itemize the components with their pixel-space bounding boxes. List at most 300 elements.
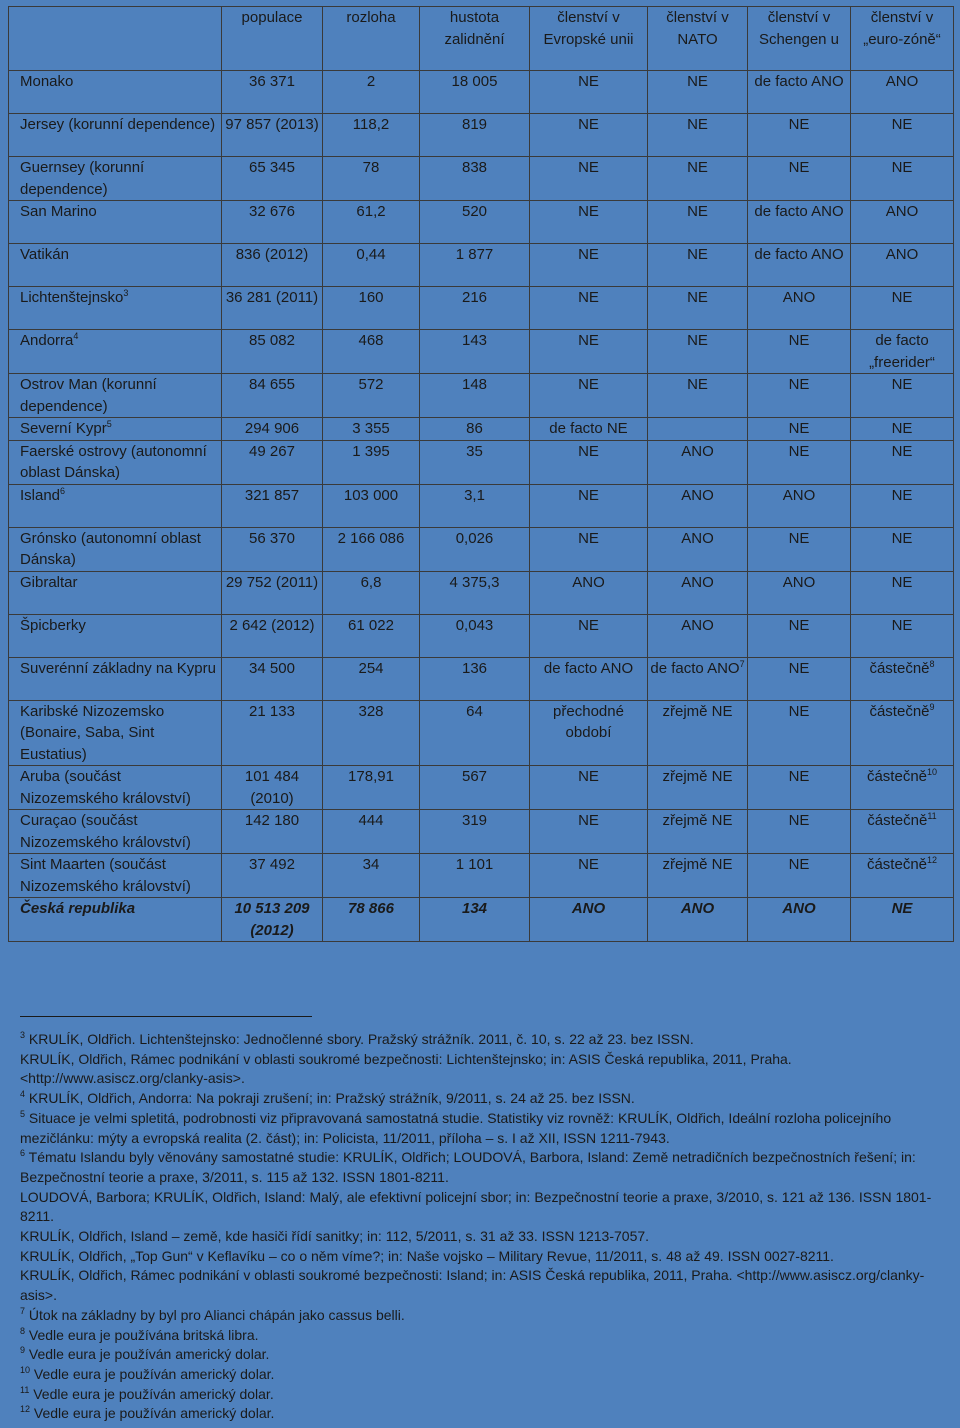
footnote bbox=[20, 1365, 950, 1385]
cell-value: ANO bbox=[782, 486, 816, 504]
table-row bbox=[9, 527, 954, 571]
footnote-text: Vedle eura je používán americký dolar. bbox=[33, 1405, 275, 1422]
cell-value: 520 bbox=[461, 203, 488, 220]
cell-value: 6,8 bbox=[360, 573, 382, 591]
row-name: Špicberky bbox=[20, 616, 86, 634]
table-cell bbox=[420, 571, 530, 614]
footnote-ref: 11 bbox=[927, 811, 937, 821]
table-cell bbox=[851, 374, 954, 418]
footnote-number: 5 bbox=[20, 1108, 26, 1119]
footnote bbox=[20, 1247, 950, 1267]
table-cell bbox=[420, 330, 530, 374]
footnote-text: Situace je velmi spletitá, podrobnosti viz připravovaná samostatná studie. Statistiky viz rovněž: KRULÍK, Oldřich, Ideální rozloha policejního mezičlánku: mýty a evropská realita (2. část); in: Policista, 11/2011, příloha – s. I až XII, ISSN 1211-7943. bbox=[20, 1109, 892, 1146]
table-cell bbox=[648, 157, 748, 201]
cell-value: 160 bbox=[358, 289, 384, 306]
cell-value: de facto ANO bbox=[754, 203, 844, 220]
table-cell bbox=[323, 657, 420, 700]
table-cell bbox=[748, 614, 851, 657]
cell-value: 85 082 bbox=[249, 332, 295, 349]
footnote bbox=[20, 1030, 950, 1050]
row-name: Guernsey (korunní dependence) bbox=[20, 159, 145, 198]
cell-value: 101 484 (2010) bbox=[244, 768, 300, 807]
footnote-text: KRULÍK, Oldřich. Lichtenštejnsko: Jednočlenné sbory. Pražský strážník. 2011, č. 10, s. 22 až 23. bez ISSN. bbox=[28, 1031, 694, 1047]
table-cell bbox=[530, 244, 648, 287]
table-cell bbox=[420, 244, 530, 287]
table-cell bbox=[648, 440, 748, 484]
row-name: Jersey (korunní dependence) bbox=[20, 116, 216, 133]
cell-value: 118,2 bbox=[352, 116, 390, 133]
row-name-cell bbox=[9, 418, 222, 441]
table-cell bbox=[222, 201, 323, 244]
table-cell bbox=[851, 330, 954, 374]
footnote-number: 7 bbox=[20, 1305, 26, 1316]
table-cell bbox=[222, 157, 323, 201]
row-name: Lichtenštejnsko bbox=[20, 289, 124, 306]
cell-value: NE bbox=[578, 246, 599, 263]
table-cell bbox=[420, 418, 530, 441]
cell-value: NE bbox=[788, 420, 810, 437]
footnotes bbox=[20, 1030, 950, 1424]
row-name: Andorra bbox=[20, 332, 74, 349]
table-cell bbox=[530, 440, 648, 484]
table-cell bbox=[222, 898, 323, 942]
cell-value: ANO bbox=[681, 529, 714, 547]
table-cell bbox=[323, 571, 420, 614]
table-cell bbox=[851, 898, 954, 942]
table-cell bbox=[222, 440, 323, 484]
cell-value: NE bbox=[891, 376, 913, 393]
header-hustota: hustota zalidnění bbox=[420, 7, 530, 71]
cell-value: NE bbox=[788, 376, 810, 393]
row-name-cell bbox=[9, 854, 222, 898]
cell-value: 37 492 bbox=[249, 856, 295, 873]
footnote-text: Útok na základny by byl pro Alianci chápán jako cassus belli. bbox=[28, 1306, 405, 1323]
cell-value: ANO bbox=[572, 573, 605, 591]
cell-value: 819 bbox=[461, 116, 488, 133]
cell-value: NE bbox=[788, 702, 810, 720]
row-name: Island bbox=[20, 486, 61, 504]
cell-value: 84 655 bbox=[249, 376, 295, 393]
footnote-text: KRULÍK, Oldřich, Rámec podnikání v oblasti soukromé bezpečnosti: Lichtenštejnsko; in: ASIS Česká republika, 2011, Praha. <http://www.asiscz.org/clanky-asis>. bbox=[20, 1050, 792, 1087]
cell-value: NE bbox=[687, 289, 708, 306]
table-row bbox=[9, 114, 954, 157]
cell-value: 34 500 bbox=[249, 659, 295, 677]
header-eurozone: členství v „euro-zóně“ bbox=[851, 7, 954, 71]
table-cell bbox=[851, 657, 954, 700]
header-cell bbox=[9, 7, 222, 71]
footnote-text: Tématu Islandu byly věnovány samostatné studie: KRULÍK, Oldřich; LOUDOVÁ, Barbora, Island: Země netradičních bezpečnostních řešení; in: Bezpečnostní teorie a praxe, 3/2011, s. 115 až 132. ISSN 1801-8211. bbox=[20, 1149, 916, 1185]
table-cell bbox=[748, 157, 851, 201]
cell-value: ANO bbox=[681, 486, 714, 504]
table-cell bbox=[323, 854, 420, 898]
cell-value: 321 857 bbox=[244, 486, 300, 504]
cell-value: NE bbox=[578, 486, 599, 504]
cell-value: 836 (2012) bbox=[235, 246, 309, 263]
cell-value: NE bbox=[891, 900, 913, 917]
cell-value: 328 bbox=[358, 702, 384, 720]
cell-value: 2 bbox=[366, 73, 376, 90]
cell-value: přechodné období bbox=[553, 702, 624, 741]
table-cell bbox=[851, 114, 954, 157]
cell-value: 2 166 086 bbox=[337, 529, 405, 547]
table-cell bbox=[648, 810, 748, 854]
cell-value: NE bbox=[687, 73, 708, 90]
footnote-ref: 3 bbox=[123, 288, 129, 298]
cell-value: ANO bbox=[782, 900, 816, 917]
table-cell bbox=[748, 418, 851, 441]
footnote-text: Vedle eura je používána britská libra. bbox=[28, 1326, 259, 1343]
table-cell bbox=[648, 330, 748, 374]
table-cell bbox=[530, 766, 648, 810]
table-cell bbox=[748, 527, 851, 571]
footnote-text: Vedle eura je používán americký dolar. bbox=[33, 1385, 274, 1402]
cell-value: NE bbox=[891, 573, 913, 591]
table-row bbox=[9, 484, 954, 527]
table-cell bbox=[222, 484, 323, 527]
footnote bbox=[20, 1050, 950, 1089]
header-nato: členství v NATO bbox=[648, 7, 748, 71]
cell-value: 1 101 bbox=[455, 856, 494, 873]
cell-value: částečně bbox=[869, 702, 930, 720]
table-cell bbox=[748, 71, 851, 114]
table-cell bbox=[222, 766, 323, 810]
table-cell bbox=[222, 810, 323, 854]
table-cell bbox=[323, 201, 420, 244]
cell-value: NE bbox=[891, 420, 913, 437]
table-cell bbox=[420, 854, 530, 898]
footnote bbox=[20, 1266, 950, 1305]
table-cell bbox=[748, 484, 851, 527]
footnote bbox=[20, 1148, 950, 1187]
table-cell bbox=[851, 418, 954, 441]
footnote-ref: 5 bbox=[106, 419, 112, 429]
table-cell bbox=[748, 244, 851, 287]
cell-value: 10 513 209 (2012) bbox=[234, 900, 310, 939]
header-populace: populace bbox=[222, 7, 323, 71]
table-cell bbox=[420, 898, 530, 942]
footnote-number: 12 bbox=[20, 1404, 31, 1415]
header-eu: členství v Evropské unii bbox=[530, 7, 648, 71]
table-cell bbox=[851, 201, 954, 244]
row-name: Curaçao (součást Nizozemského království) bbox=[20, 812, 191, 851]
table-cell bbox=[530, 614, 648, 657]
table-cell bbox=[648, 657, 748, 700]
table-cell bbox=[530, 374, 648, 418]
footnote-ref: 10 bbox=[927, 767, 938, 777]
header-schengen: členství v Schengen u bbox=[748, 7, 851, 71]
footnote-ref: 8 bbox=[929, 658, 935, 669]
table-cell bbox=[648, 244, 748, 287]
table-cell bbox=[323, 71, 420, 114]
table-cell bbox=[323, 527, 420, 571]
table-cell bbox=[323, 374, 420, 418]
cell-value: NE bbox=[788, 332, 810, 349]
table-cell bbox=[222, 71, 323, 114]
row-name-cell bbox=[9, 766, 222, 810]
table-cell bbox=[851, 157, 954, 201]
cell-value: NE bbox=[578, 812, 599, 829]
footnote-number: 11 bbox=[20, 1384, 30, 1395]
table-cell bbox=[648, 527, 748, 571]
cell-value: NE bbox=[687, 203, 708, 220]
table-cell bbox=[530, 71, 648, 114]
cell-value: 0,026 bbox=[455, 529, 494, 547]
row-name: San Marino bbox=[20, 203, 97, 220]
row-name-cell bbox=[9, 810, 222, 854]
table-cell bbox=[420, 114, 530, 157]
row-name-cell bbox=[9, 700, 222, 766]
footnote bbox=[20, 1227, 950, 1247]
cell-value: 134 bbox=[461, 900, 488, 917]
table-cell bbox=[748, 810, 851, 854]
table-cell bbox=[420, 657, 530, 700]
table-cell bbox=[420, 201, 530, 244]
table-cell bbox=[851, 244, 954, 287]
cell-value: ANO bbox=[571, 900, 606, 917]
table-cell bbox=[851, 766, 954, 810]
row-name-cell bbox=[9, 244, 222, 287]
table-cell bbox=[530, 330, 648, 374]
table-cell bbox=[420, 810, 530, 854]
table-cell bbox=[851, 700, 954, 766]
table-cell bbox=[323, 810, 420, 854]
cell-value: 1 877 bbox=[455, 246, 494, 263]
table-row bbox=[9, 374, 954, 418]
table-cell bbox=[530, 287, 648, 330]
cell-value: NE bbox=[891, 486, 913, 504]
table-row bbox=[9, 71, 954, 114]
footnote-ref: 9 bbox=[929, 701, 935, 712]
cell-value: NE bbox=[788, 442, 810, 460]
cell-value: 21 133 bbox=[249, 702, 295, 720]
header-row bbox=[9, 7, 954, 71]
table-cell bbox=[648, 854, 748, 898]
table-cell bbox=[323, 244, 420, 287]
cell-value: 61 022 bbox=[348, 616, 394, 634]
table-row bbox=[9, 700, 954, 766]
cell-value: zřejmě NE bbox=[662, 702, 733, 720]
cell-value: 567 bbox=[461, 768, 488, 785]
table-cell bbox=[748, 766, 851, 810]
footnote-text: KRULÍK, Oldřich, Island – země, kde hasiči řídí sanitky; in: 112, 5/2011, s. 31 až 33. ISSN 1213-7057. bbox=[20, 1228, 650, 1245]
table-cell bbox=[222, 854, 323, 898]
table-cell bbox=[851, 484, 954, 527]
row-name: Suverénní základny na Kypru bbox=[20, 659, 216, 677]
table-cell bbox=[748, 201, 851, 244]
cell-value: ANO bbox=[885, 73, 919, 90]
table-cell bbox=[420, 71, 530, 114]
table-row bbox=[9, 157, 954, 201]
footnote-text: LOUDOVÁ, Barbora; KRULÍK, Oldřich, Island: Malý, ale efektivní policejní sbor; in: Bezpečnostní teorie a praxe, 3/2010, s. 121 až 136. ISSN 1801-8211. bbox=[20, 1188, 932, 1225]
cell-value: NE bbox=[891, 159, 913, 176]
cell-value: NE bbox=[788, 768, 810, 785]
footnote bbox=[20, 1385, 950, 1405]
table-cell bbox=[530, 700, 648, 766]
cell-value: ANO bbox=[782, 289, 816, 306]
cell-value: NE bbox=[578, 159, 599, 176]
row-name: Vatikán bbox=[20, 246, 69, 263]
table-cell bbox=[222, 114, 323, 157]
cell-value: 178,91 bbox=[348, 768, 394, 785]
cell-value: de facto ANO bbox=[754, 73, 844, 90]
table-cell bbox=[323, 440, 420, 484]
row-name: Severní Kypr bbox=[20, 420, 107, 437]
table-cell bbox=[748, 700, 851, 766]
table-cell bbox=[530, 527, 648, 571]
table-cell bbox=[748, 440, 851, 484]
cell-value: 78 866 bbox=[348, 900, 394, 917]
cell-value: de facto „freerider“ bbox=[869, 332, 935, 371]
cell-value: zřejmě NE bbox=[662, 768, 733, 785]
cell-value: de facto ANO bbox=[650, 659, 740, 677]
table-cell bbox=[222, 418, 323, 441]
table-cell bbox=[420, 157, 530, 201]
table-cell bbox=[420, 440, 530, 484]
cell-value: 35 bbox=[466, 442, 483, 460]
footnote bbox=[20, 1306, 950, 1326]
row-name-cell bbox=[9, 657, 222, 700]
cell-value: de facto NE bbox=[549, 420, 628, 437]
table-cell bbox=[222, 700, 323, 766]
table-row bbox=[9, 898, 954, 942]
footnote-number: 10 bbox=[20, 1364, 31, 1375]
table-cell bbox=[851, 71, 954, 114]
cell-value: NE bbox=[687, 159, 708, 176]
cell-value: zřejmě NE bbox=[662, 812, 733, 829]
cell-value: 3,1 bbox=[464, 486, 485, 504]
table-cell bbox=[222, 244, 323, 287]
row-name: Monako bbox=[20, 73, 74, 90]
row-name: Česká republika bbox=[20, 900, 136, 917]
cell-value: 2 642 (2012) bbox=[229, 616, 315, 634]
table-cell bbox=[530, 114, 648, 157]
table-cell bbox=[222, 527, 323, 571]
cell-value: 444 bbox=[358, 812, 384, 829]
cell-value: 319 bbox=[461, 812, 488, 829]
header-rozloha: rozloha bbox=[323, 7, 420, 71]
footnote-number: 6 bbox=[20, 1148, 26, 1159]
table-cell bbox=[648, 571, 748, 614]
row-name: Aruba (součást Nizozemského království) bbox=[20, 768, 191, 807]
cell-value: 34 bbox=[362, 856, 380, 873]
cell-value: 29 752 (2011) bbox=[225, 573, 319, 591]
table-cell bbox=[648, 700, 748, 766]
table-cell bbox=[323, 157, 420, 201]
cell-value: 0,043 bbox=[455, 616, 494, 634]
cell-value: NE bbox=[788, 659, 810, 677]
table-cell bbox=[851, 440, 954, 484]
cell-value: 65 345 bbox=[249, 159, 295, 176]
footnote bbox=[20, 1345, 950, 1365]
row-name-cell bbox=[9, 571, 222, 614]
table-row bbox=[9, 810, 954, 854]
cell-value: NE bbox=[578, 289, 599, 306]
footnote-ref: 6 bbox=[60, 485, 66, 496]
cell-value: 294 906 bbox=[244, 420, 300, 437]
row-name-cell bbox=[9, 614, 222, 657]
cell-value: NE bbox=[891, 529, 913, 547]
cell-value: 97 857 (2013) bbox=[225, 116, 319, 133]
cell-value: částečně bbox=[866, 768, 928, 785]
table-row bbox=[9, 854, 954, 898]
table-cell bbox=[530, 854, 648, 898]
table-row bbox=[9, 766, 954, 810]
table-cell bbox=[323, 287, 420, 330]
table-cell bbox=[748, 571, 851, 614]
cell-value: NE bbox=[788, 856, 810, 873]
table-cell bbox=[851, 527, 954, 571]
footnote-number: 3 bbox=[20, 1030, 26, 1040]
footnote bbox=[20, 1404, 950, 1424]
table-cell bbox=[748, 114, 851, 157]
footnote-separator bbox=[20, 1016, 312, 1017]
table-cell bbox=[222, 374, 323, 418]
table-cell bbox=[648, 201, 748, 244]
row-name-cell bbox=[9, 440, 222, 484]
table-cell bbox=[648, 71, 748, 114]
row-name-cell bbox=[9, 898, 222, 942]
cell-value: 3 355 bbox=[352, 420, 390, 437]
row-name-cell bbox=[9, 374, 222, 418]
table-body bbox=[9, 71, 954, 942]
table-cell bbox=[748, 287, 851, 330]
cell-value: de facto ANO bbox=[754, 246, 844, 263]
table-cell bbox=[420, 287, 530, 330]
footnote-text: Vedle eura je používán americký dolar. bbox=[28, 1346, 270, 1363]
table-cell bbox=[648, 766, 748, 810]
row-name-cell bbox=[9, 527, 222, 571]
cell-value: 468 bbox=[358, 332, 384, 349]
cell-value: 254 bbox=[358, 659, 384, 677]
cell-value: 148 bbox=[461, 376, 488, 393]
table-cell bbox=[222, 614, 323, 657]
row-name-cell bbox=[9, 114, 222, 157]
table-cell bbox=[420, 766, 530, 810]
cell-value: NE bbox=[578, 116, 599, 133]
table-cell bbox=[748, 330, 851, 374]
row-name-cell bbox=[9, 157, 222, 201]
cell-value: ANO bbox=[885, 246, 919, 263]
footnote bbox=[20, 1089, 950, 1109]
cell-value: 103 000 bbox=[343, 486, 399, 504]
cell-value: 142 180 bbox=[244, 812, 300, 829]
cell-value: 49 267 bbox=[249, 442, 295, 460]
table-row bbox=[9, 657, 954, 700]
table-cell bbox=[851, 571, 954, 614]
cell-value: NE bbox=[578, 73, 599, 90]
table-cell bbox=[648, 287, 748, 330]
table-cell bbox=[648, 898, 748, 942]
footnote-number: 8 bbox=[20, 1325, 26, 1336]
cell-value: 56 370 bbox=[249, 529, 295, 547]
cell-value: NE bbox=[788, 116, 810, 133]
cell-value: NE bbox=[578, 856, 599, 873]
cell-value: NE bbox=[687, 246, 708, 263]
cell-value: 572 bbox=[358, 376, 384, 393]
cell-value: 78 bbox=[362, 159, 380, 176]
table-cell bbox=[222, 330, 323, 374]
table-row bbox=[9, 201, 954, 244]
table-cell bbox=[323, 898, 420, 942]
table-cell bbox=[420, 527, 530, 571]
cell-value: ANO bbox=[782, 573, 816, 591]
table-cell bbox=[851, 287, 954, 330]
table-row bbox=[9, 287, 954, 330]
cell-value: ANO bbox=[681, 616, 714, 634]
table-cell bbox=[851, 854, 954, 898]
footnote-text: KRULÍK, Oldřich, Andorra: Na pokraji zrušení; in: Pražský strážník, 9/2011, s. 24 až 25. bez ISSN. bbox=[28, 1090, 635, 1107]
table-cell bbox=[648, 114, 748, 157]
